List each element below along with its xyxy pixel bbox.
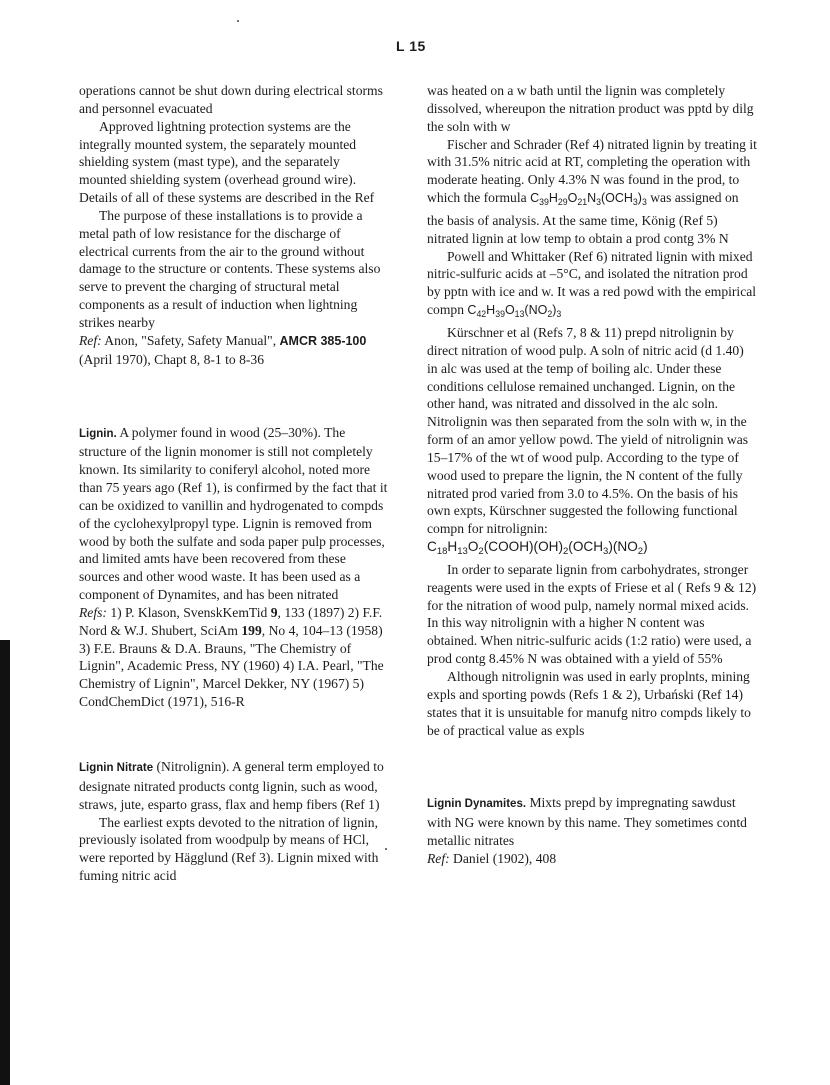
ref-tail: (April 1970), Chapt 8, 8-1 to 8-36 (79, 351, 265, 367)
paragraph-kurschner: Kürschner et al (Refs 7, 8 & 11) prepd nitrolignin by direct nitration of wood pulp. A soln of nitric acid (d 1.40) in alc was used at the temp of boiling alc. Under these conditions cellulose remained unchanged. Lignin, on the other hand, was nitrated and dissolved in the alc soln. Nitrolignin was then separated from the soln with w, in the form of an amor yellow powd. The yield of nitrolignin was 15–17% of the wt of wood pulp. According to the type of wood used to prepare the lignin, the N content of the fully nitrated prod varied from 3.0 to 4.5%. On the basis of his own expts, Kürschner suggested the following functional compn for nitrolignin: (427, 324, 749, 537)
paragraph-although: Although nitrolignin was used in early proplnts, mining expls and sporting powds (Refs 1 & 2), Urbański (Ref 14) states that it is unsuitable for manufg nitro compds likely to be of practical value as expls (427, 669, 751, 738)
paragraph-approved-systems: Approved lightning protection systems are the integrally mounted system, the separately mounted shielding system (mast type), and the separately mounted shielding system (overhead ground wire). Details of all of these systems are described in the Ref (79, 118, 375, 206)
paragraph-purpose: The purpose of these installations is to provide a metal path of low resistance for the discharge of electrical currents from the air to the ground without damage to the structure or contents. These systems also serve to prevent the charging of structural metal components as a result of induction when lightning strikes nearby (79, 207, 381, 330)
paragraph-earliest-expts: The earliest expts devoted to the nitration of lignin, previously isolated from woodpulp by means of HCl, were reported by Hägglund (Ref 3). Lignin mixed with fuming nitric acid (79, 814, 379, 884)
fischer-text-b: was assigned on the basis of analysis. At the same time, König (Ref 5) nitrated lignin at low temp to obtain a prod contg 3% N (427, 190, 739, 246)
refs-1: 1) P. Klason, SvenskKemTid (106, 604, 271, 620)
page-number: L 15 (396, 38, 426, 54)
lignin-dynamites-entry (427, 794, 757, 850)
refs-2-volume: 199 (241, 622, 262, 638)
paragraph-powell (427, 248, 757, 324)
dynamites-reference (427, 850, 757, 868)
lignin-references (79, 604, 389, 711)
paragraph-fischer (427, 136, 757, 248)
lignin-dynamites-heading: Lignin Dynamites. (427, 798, 527, 811)
refs-2-tail: , No 4, 104–13 (1958) 3) F.E. Brauns & D.A. Brauns, "The Chemistry of Lignin", Academic Press, NY (1960) 4) I.A. Pearl, "The Chemistry of Lignin", Marcel Dekker, NY (1967) 5) CondChemDict (1971), 516-R (79, 622, 384, 710)
scan-binding-edge (0, 640, 10, 1085)
formula-powell: $C_{42}H_{39}O_{13}(NO_2)_3$ (467, 303, 562, 320)
lignin-nitrate-body: (Nitrolignin). A general term employed to designate nitrated products contg lignin, such as wood, straws, jute, esparto grass, flax and hemp fibers (Ref 1) (79, 759, 384, 812)
lignin-entry (79, 424, 389, 604)
refs-1-tail: , 133 (1897) 2) F.F. Nord & W.J. Shubert, SciAm (79, 604, 383, 638)
scan-speck (237, 20, 239, 22)
fischer-text-a: Fischer and Schrader (Ref 4) nitrated lignin by treating it with 31.5% nitric acid at RT, completing the operation with moderate heating. Only 4.3% N was found in the prod, to which the formula (427, 136, 757, 206)
scan-speck (385, 848, 387, 850)
ref-text: Anon, "Safety, Safety Manual", (101, 332, 280, 348)
left-column (79, 82, 389, 885)
lightning-reference (79, 332, 389, 369)
lightning-continued: operations cannot be shut down during electrical storms and personnel evacuated (79, 83, 383, 116)
lignin-body: A polymer found in wood (25–30%). The structure of the lignin monomer is still not completely known. Its similarity to coniferyl alcohol, noted more than 75 years ago (Ref 1), is confirmed by the fact that it can be oxidized to vanillin and hydrogenated to compds of the cyclohexylpropyl type. Lignin is removed from wood by both the sulfate and soda paper pulp processes, and limited amts have been recovered from these sources and other wood waste. It has been used as a component of Dynamites, and has been nitrated (79, 424, 388, 603)
ref-bold: AMCR 385-100 (279, 333, 367, 348)
right-column (427, 82, 757, 868)
formula-kurschner: $C_{18}H_{13}O_2(COOH)(OH)_2(OCH_3)(NO_2)$ (427, 539, 648, 558)
refs-1-volume: 9 (270, 604, 278, 620)
formula-fischer: $C_{39}H_{29}O_{21}N_3(OCH_3)_3$ (530, 191, 647, 208)
dyn-ref-text: Daniel (1902), 408 (449, 850, 557, 866)
lignin-nitrate-heading: Lignin Nitrate (79, 762, 154, 774)
lignin-nitrate-entry (79, 758, 389, 814)
lignin-dynamites-body: Mixts prepd by impregnating sawdust with NG were known by this name. They sometimes contd metallic nitrates (427, 795, 747, 849)
nitrate-continued: was heated on a w bath until the lignin was completely dissolved, whereupon the nitration product was pptd by dilg the soln with w (427, 83, 754, 134)
dyn-ref-label: Ref: (427, 850, 450, 866)
ref-label: Ref: (79, 332, 102, 348)
refs-label: Refs: (79, 604, 107, 620)
paragraph-friese: In order to separate lignin from carbohydrates, stronger reagents were used in the expts of Friese et al ( Refs 9 & 12) for the nitration of wood pulp, namely normal mixed acids. In this way nitrolignin with a higher N content was obtained. When nitric-sulfuric acids (1:2 ratio) were used, a prod contg 8.45% N was obtained with a yield of 55% (427, 561, 757, 667)
powell-text: Powell and Whittaker (Ref 6) nitrated lignin with mixed nitric-sulfuric acids at –5°C, and isolated the nitration prod by pptn with ice and w. It was a red powd with the empirical compn (427, 248, 757, 318)
lignin-heading: Lignin. (79, 427, 117, 440)
